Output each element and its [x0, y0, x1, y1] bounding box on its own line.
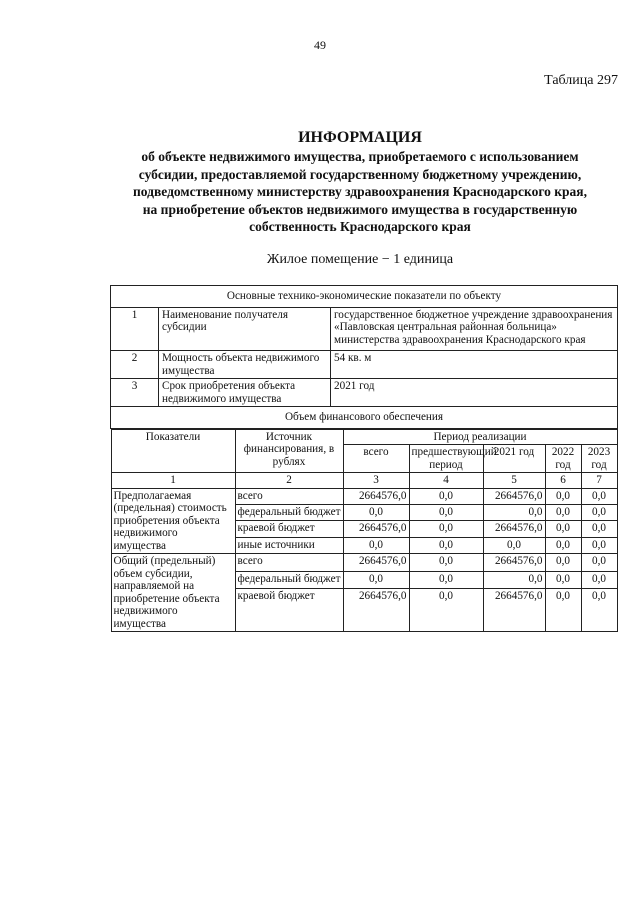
- indicator-value: государственное бюджетное учреждение здравоохранения «Павловская центральная районная больница» министерства здравоохранения Краснодарского края: [331, 307, 618, 351]
- col-number: 6: [545, 473, 581, 489]
- group-label: Предполагаемая (предельная) стоимость приобретения объекта недвижимого имущества: [111, 488, 235, 554]
- finance-row: [111, 554, 617, 572]
- value-cell: 0,0: [483, 571, 545, 589]
- col-source-header: Источник финансирования, в рублях: [235, 429, 343, 473]
- heading-title: ИНФОРМАЦИЯ: [298, 129, 422, 146]
- period-header: Период реализации: [343, 429, 617, 445]
- value-cell: 2664576,0: [483, 554, 545, 572]
- info-table: [110, 285, 618, 632]
- value-cell: 0,0: [483, 504, 545, 520]
- value-cell: 2664576,0: [343, 554, 409, 572]
- indicator-label: Мощность объекта недвижимого имущества: [159, 351, 331, 379]
- indicator-number: 3: [111, 379, 159, 407]
- source-label: федеральный бюджет: [235, 571, 343, 589]
- value-cell: 0,0: [409, 521, 483, 537]
- value-cell: 0,0: [409, 589, 483, 632]
- col-number: 7: [581, 473, 617, 489]
- value-cell: 0,0: [581, 504, 617, 520]
- heading-line: подведомственному министерству здравоохранения Краснодарского края,: [133, 184, 587, 199]
- value-cell: 0,0: [409, 554, 483, 572]
- value-cell: 0,0: [581, 521, 617, 537]
- value-cell: 0,0: [581, 571, 617, 589]
- value-cell: 0,0: [343, 537, 409, 553]
- indicator-label: Наименование получателя субсидии: [159, 307, 331, 351]
- col-2021-header: 2021 год: [483, 445, 545, 473]
- value-cell: 0,0: [483, 537, 545, 553]
- col-indicators-header: Показатели: [111, 429, 235, 473]
- source-label: всего: [235, 554, 343, 572]
- value-cell: 0,0: [343, 571, 409, 589]
- indicator-value: 2021 год: [331, 379, 618, 407]
- heading-line: собственность Краснодарского края: [249, 219, 471, 234]
- document-heading: [90, 128, 630, 236]
- col-number: 3: [343, 473, 409, 489]
- col-number: 5: [483, 473, 545, 489]
- value-cell: 0,0: [581, 537, 617, 553]
- value-cell: 0,0: [409, 488, 483, 504]
- source-label: всего: [235, 488, 343, 504]
- value-cell: 2664576,0: [483, 521, 545, 537]
- value-cell: 0,0: [545, 488, 581, 504]
- source-label: краевой бюджет: [235, 521, 343, 537]
- group-label: Общий (предельный) объем субсидии, направляемой на приобретение объекта недвижимого имущества: [111, 554, 235, 632]
- indicator-label: Срок приобретения объекта недвижимого имущества: [159, 379, 331, 407]
- value-cell: 0,0: [409, 504, 483, 520]
- value-cell: 0,0: [409, 537, 483, 553]
- value-cell: 0,0: [581, 554, 617, 572]
- value-cell: 0,0: [581, 488, 617, 504]
- value-cell: 0,0: [581, 589, 617, 632]
- heading-line: об объекте недвижимого имущества, приобретаемого с использованием: [141, 149, 579, 164]
- col-2023-header: 2023 год: [581, 445, 617, 473]
- col-number: 2: [235, 473, 343, 489]
- value-cell: 2664576,0: [343, 589, 409, 632]
- value-cell: 0,0: [545, 521, 581, 537]
- source-label: краевой бюджет: [235, 589, 343, 632]
- table-label: Таблица 297: [544, 73, 618, 88]
- indicator-row: [111, 379, 618, 407]
- finance-table: [111, 429, 618, 633]
- finance-header: Объем финансового обеспечения: [111, 407, 618, 429]
- object-subtitle: Жилое помещение − 1 единица: [266, 252, 454, 267]
- value-cell: 2664576,0: [343, 521, 409, 537]
- finance-row: [111, 488, 617, 504]
- column-numbers-row: [111, 473, 617, 489]
- indicator-row: [111, 307, 618, 351]
- value-cell: 0,0: [545, 554, 581, 572]
- heading-line: на приобретение объектов недвижимого имущества в государственную: [142, 201, 578, 217]
- value-cell: 2664576,0: [483, 488, 545, 504]
- value-cell: 0,0: [545, 571, 581, 589]
- source-label: иные источники: [235, 537, 343, 553]
- col-2022-header: 2022 год: [545, 445, 581, 473]
- indicators-header: Основные технико-экономические показатели по объекту: [111, 286, 618, 308]
- indicator-number: 1: [111, 307, 159, 351]
- value-cell: 2664576,0: [483, 589, 545, 632]
- value-cell: 2664576,0: [343, 488, 409, 504]
- page-number: 49: [314, 38, 326, 52]
- value-cell: 0,0: [545, 589, 581, 632]
- source-label: федеральный бюджет: [235, 504, 343, 520]
- col-number: 4: [409, 473, 483, 489]
- value-cell: 0,0: [545, 537, 581, 553]
- finance-container: [111, 428, 618, 632]
- col-previous-header: предшествующий период: [409, 445, 483, 473]
- heading-line: субсидии, предоставляемой государственному бюджетному учреждению,: [138, 166, 582, 182]
- value-cell: 0,0: [545, 504, 581, 520]
- indicator-number: 2: [111, 351, 159, 379]
- value-cell: 0,0: [343, 504, 409, 520]
- value-cell: 0,0: [409, 571, 483, 589]
- col-total-header: всего: [343, 445, 409, 473]
- col-number: 1: [111, 473, 235, 489]
- indicator-row: [111, 351, 618, 379]
- indicator-value: 54 кв. м: [331, 351, 618, 379]
